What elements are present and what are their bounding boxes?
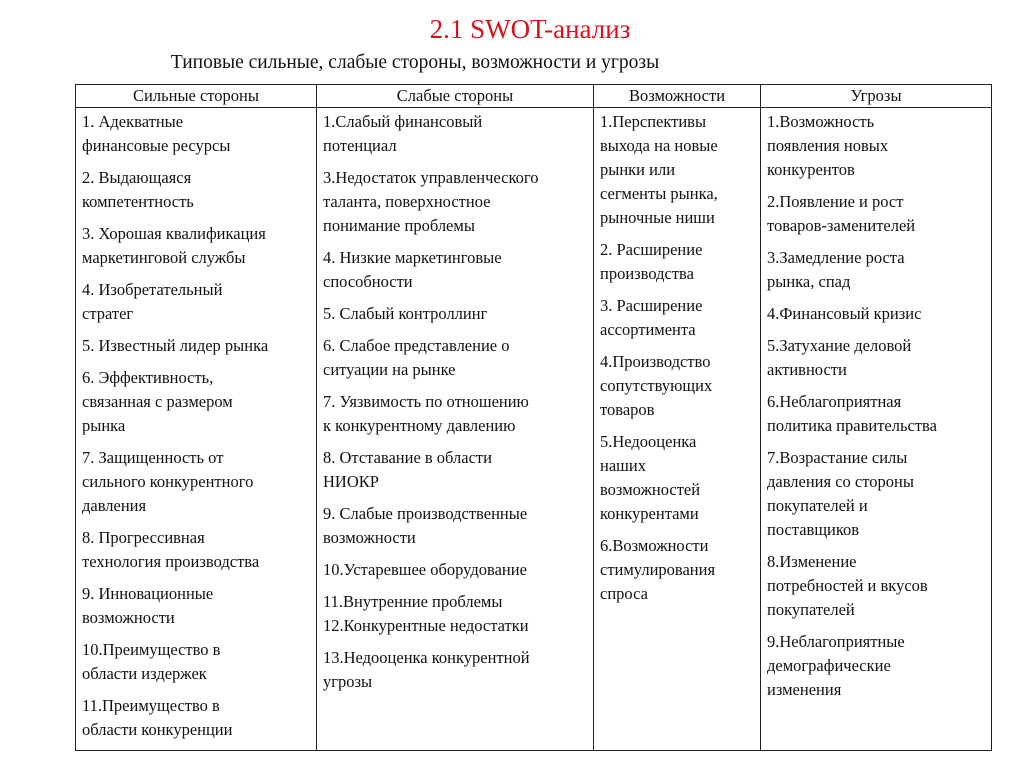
list-item: 5. Слабый контроллинг (323, 304, 488, 323)
list-item: 7. Уязвимость по отношению к конкурентному давлению (323, 392, 529, 435)
swot-table (75, 84, 992, 751)
opportunities-cell (594, 108, 761, 751)
strengths-cell (76, 108, 317, 751)
list-item: 3.Недостаток управленческого таланта, поверхностное понимание проблемы (323, 168, 539, 235)
threats-cell (761, 108, 992, 751)
list-item: 2. Расширение производства (600, 240, 703, 283)
list-item: 7.Возрастание силы давления со стороны покупателей и поставщиков (767, 448, 914, 539)
slide-title: 2.1 SWOT-анализ (429, 14, 631, 44)
list-item: 2. Выдающаяся компетентность (82, 168, 194, 211)
list-item: 4.Производство сопутствующих товаров (600, 352, 713, 419)
list-item: 11.Преимущество в области конкуренции (82, 696, 233, 739)
list-item: 3. Расширение ассортимента (600, 296, 703, 339)
list-item: 8.Изменение потребностей и вкусов покупателей (767, 552, 928, 619)
header-row (76, 85, 992, 108)
list-item: 13.Недооценка конкурентной угрозы (323, 648, 530, 691)
list-item: 6.Возможности стимулирования спроса (600, 536, 716, 603)
list-item: 6. Эффективность, связанная с размером рынка (82, 368, 233, 435)
list-item: 1.Слабый финансовый потенциал (323, 112, 483, 155)
list-item: 10.Устаревшее оборудование (323, 560, 527, 579)
list-item: 1.Возможность появления новых конкурентов (767, 112, 889, 179)
list-item: 2.Появление и рост товаров-заменителей (767, 192, 916, 235)
list-item: 5.Затухание деловой активности (767, 336, 912, 379)
header-weaknesses: Слабые стороны (317, 85, 594, 108)
list-item: 1.Перспективы выхода на новые рынки или сегменты рынка, рыночные ниши (600, 112, 718, 227)
list-item: 10.Преимущество в области издержек (82, 640, 221, 683)
slide-subtitle: Типовые сильные, слабые стороны, возможности и угрозы (170, 52, 660, 73)
list-item: 4. Изобретательный стратег (82, 280, 223, 323)
list-item: 6. Слабое представление о ситуации на рынке (323, 336, 510, 379)
list-item: 3.Замедление роста рынка, спад (767, 248, 905, 291)
body-row (76, 108, 992, 751)
list-item: 8. Отставание в области НИОКР (323, 448, 492, 491)
list-item: 4. Низкие маркетинговые способности (323, 248, 502, 291)
weaknesses-cell (317, 108, 594, 751)
list-item: 6.Неблагоприятная политика правительства (767, 392, 937, 435)
list-item: 11.Внутренние проблемы 12.Конкурентные недостатки (323, 592, 529, 635)
header-strengths: Сильные стороны (76, 85, 317, 108)
list-item: 3. Хорошая квалификация маркетинговой службы (82, 224, 266, 267)
list-item: 8. Прогрессивная технология производства (82, 528, 260, 571)
header-threats: Угрозы (761, 85, 992, 108)
list-item: 7. Защищенность от сильного конкурентного давления (82, 448, 254, 515)
list-item: 4.Финансовый кризис (767, 304, 922, 323)
list-item: 9. Инновационные возможности (82, 584, 214, 627)
header-opportunities: Возможности (594, 85, 761, 108)
list-item: 5.Недооценка наших возможностей конкурентами (600, 432, 701, 523)
list-item: 9.Неблагоприятные демографические изменения (767, 632, 905, 699)
list-item: 9. Слабые производственные возможности (323, 504, 528, 547)
list-item: 1. Адекватные финансовые ресурсы (82, 112, 231, 155)
list-item: 5. Известный лидер рынка (82, 336, 269, 355)
